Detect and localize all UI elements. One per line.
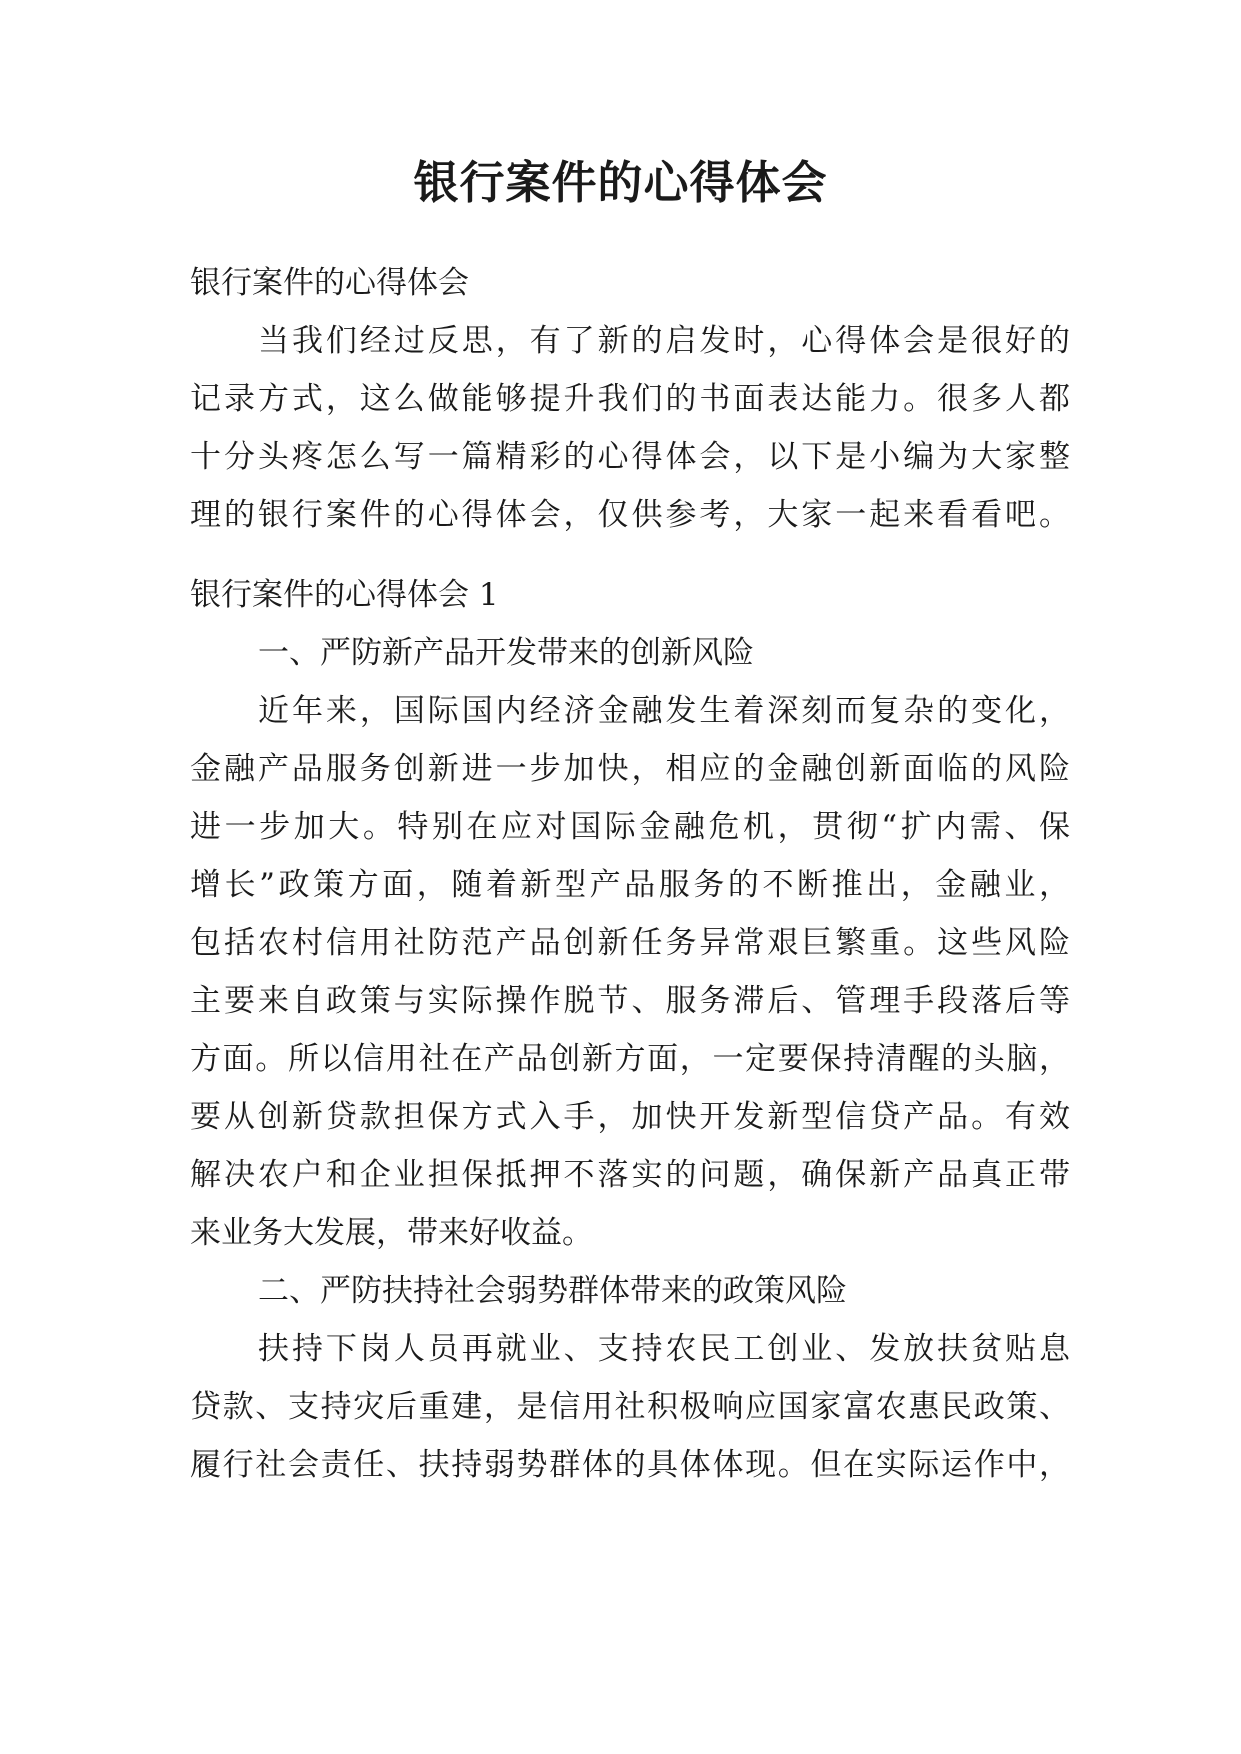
paragraph-line: 增长”政策方面，随着新型产品服务的不断推出，金融业， (190, 867, 1070, 903)
paragraph-line: 扶持下岗人员再就业、支持农民工创业、发放扶贫贴息 (258, 1331, 1070, 1367)
paragraph-line: 方面。所以信用社在产品创新方面，一定要保持清醒的头脑， (190, 1041, 1070, 1077)
intro-line: 当我们经过反思，有了新的启发时，心得体会是很好的 (258, 323, 1070, 359)
paragraph-line: 贷款、支持灾后重建，是信用社积极响应国家富农惠民政策、 (190, 1389, 1070, 1425)
intro-block (190, 254, 1070, 544)
intro-line: 理的银行案件的心得体会，仅供参考，大家一起来看看吧。 (190, 497, 1070, 533)
paragraph-line: 近年来，国际国内经济金融发生着深刻而复杂的变化， (258, 693, 1070, 729)
paragraph-line: 进一步加大。特别在应对国际金融危机，贯彻“扩内需、保 (190, 809, 1070, 845)
section-block (190, 566, 1070, 1494)
paragraph-line: 主要来自政策与实际操作脱节、服务滞后、管理手段落后等 (190, 983, 1070, 1019)
intro-line: 十分头疼怎么写一篇精彩的心得体会，以下是小编为大家整 (190, 439, 1070, 475)
section-heading: 一、严防新产品开发带来的创新风险 (258, 635, 754, 671)
paragraph-line: 来业务大发展，带来好收益。 (190, 1215, 593, 1251)
paragraph-line: 金融产品服务创新进一步加快，相应的金融创新面临的风险 (190, 751, 1070, 787)
document-title: 银行案件的心得体会 (413, 156, 828, 209)
intro-line: 记录方式，这么做能够提升我们的书面表达能力。很多人都 (190, 381, 1070, 417)
paragraph-line: 要从创新贷款担保方式入手，加快开发新型信贷产品。有效 (190, 1099, 1070, 1135)
paragraph-line: 解决农户和企业担保抵押不落实的问题，确保新产品真正带 (190, 1157, 1070, 1193)
section-title: 银行案件的心得体会 1 (190, 577, 499, 613)
document-subtitle: 银行案件的心得体会 (190, 265, 469, 301)
section-heading: 二、严防扶持社会弱势群体带来的政策风险 (258, 1273, 847, 1309)
paragraph-line: 包括农村信用社防范产品创新任务异常艰巨繁重。这些风险 (190, 925, 1070, 961)
paragraph-line: 履行社会责任、扶持弱势群体的具体体现。但在实际运作中， (190, 1447, 1070, 1483)
